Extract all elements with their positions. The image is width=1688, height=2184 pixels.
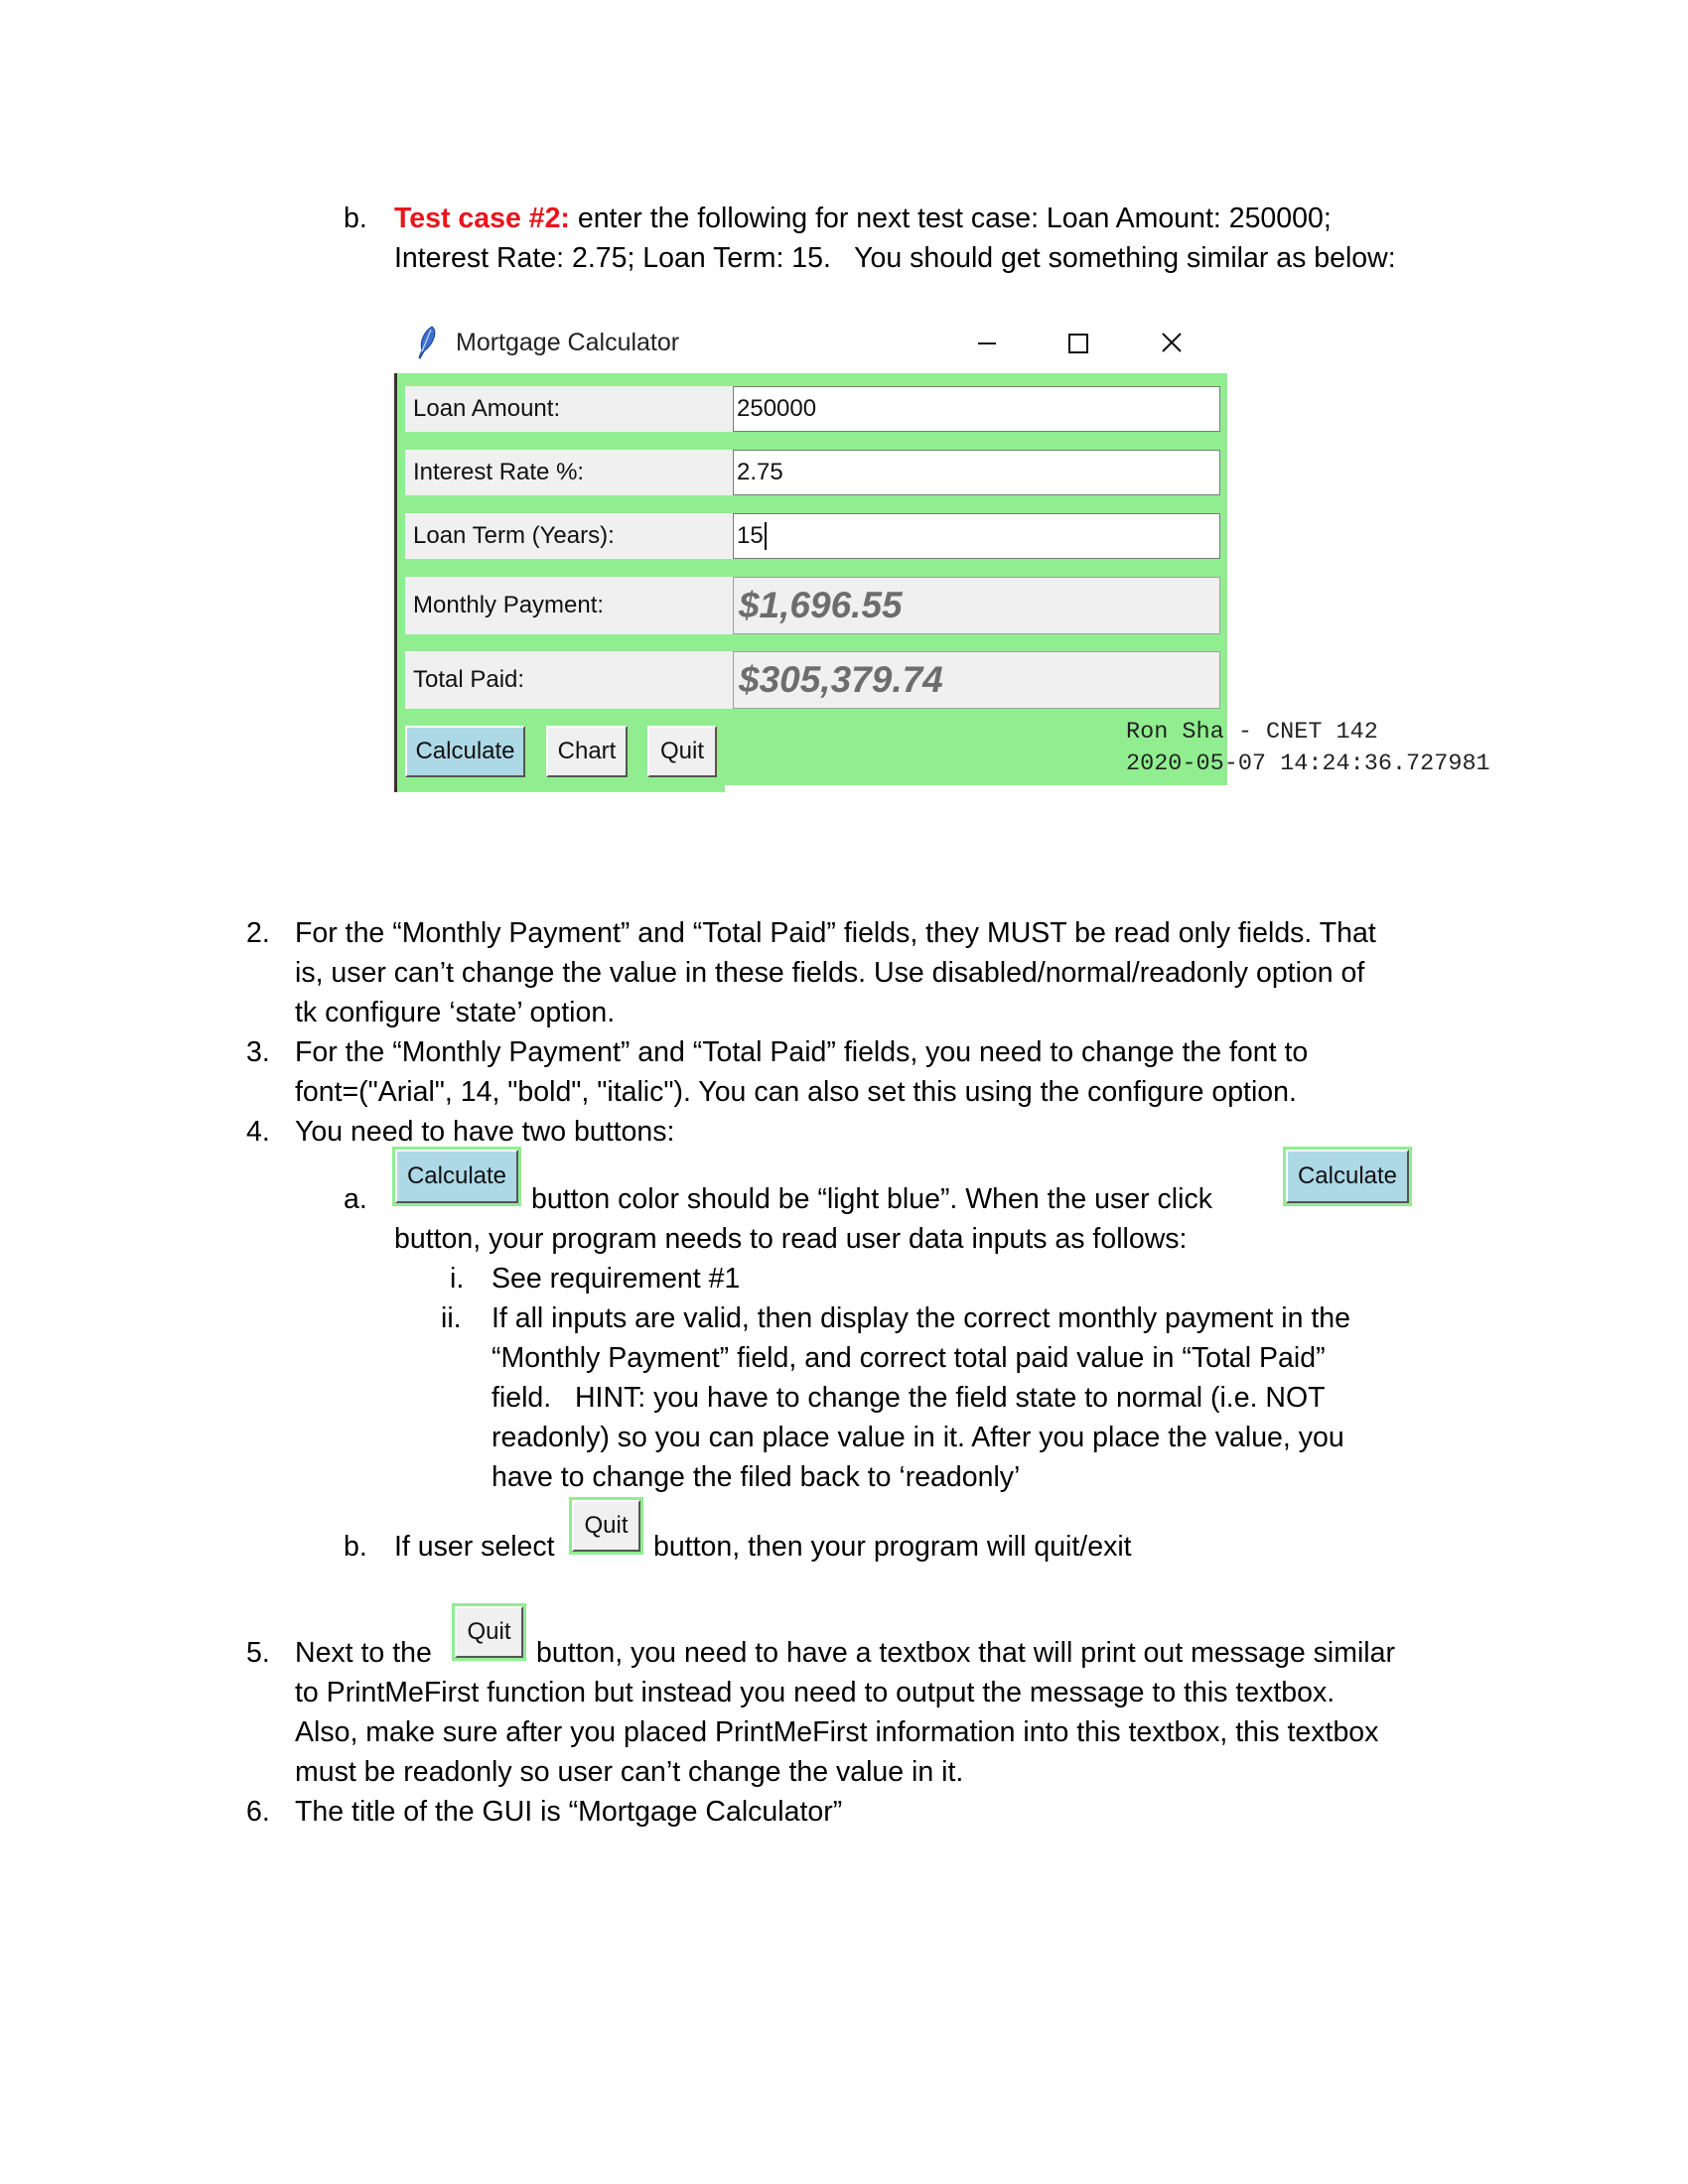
list-marker: 2. (246, 917, 270, 949)
info-line-1: Ron Sha - CNET 142 (1126, 719, 1378, 746)
item-4a-ii-line-4: readonly) so you can place value in it. After you place the value, you (492, 1422, 1344, 1453)
item-5-post: button, you need to have a textbox that will print out message similar (536, 1637, 1395, 1669)
test-case-label: Test case #2: (394, 203, 570, 234)
item-2-line-3: tk configure ‘state’ option. (295, 997, 616, 1028)
item-4-line-1: You need to have two buttons: (295, 1116, 675, 1148)
intro-text: enter the following for next test case: Loan Amount: 250000; (569, 203, 1332, 234)
list-marker: 6. (246, 1796, 270, 1828)
green-frame-bottom (397, 785, 725, 792)
interest-rate-input[interactable]: 2.75 (733, 450, 1220, 495)
item-4b-post: button, then your program will quit/exit (653, 1531, 1132, 1563)
monthly-payment-output: $1,696.55 (733, 577, 1220, 634)
list-marker: b. (344, 203, 367, 234)
item-4a-ii-line-5: have to change the filed back to ‘readonly’ (492, 1461, 1021, 1493)
item-4b-pre: If user select (394, 1531, 555, 1563)
info-line-2: 2020-05-07 14:24:36.727981 (1126, 751, 1490, 777)
list-marker: a. (344, 1183, 367, 1215)
item-5-line-4: must be readonly so user can’t change the value in it. (295, 1756, 964, 1788)
maximize-icon[interactable] (1056, 322, 1100, 363)
list-marker: i. (450, 1263, 465, 1295)
item-4a-ii-line-2: “Monthly Payment” field, and correct total paid value in “Total Paid” (492, 1342, 1326, 1374)
calculate-button[interactable]: Calculate (405, 726, 525, 777)
minimize-icon[interactable] (964, 322, 1008, 363)
loan-term-label: Loan Term (Years): (405, 513, 733, 559)
total-paid-output: $305,379.74 (733, 651, 1220, 709)
list-marker: 3. (246, 1036, 270, 1068)
item-4a-line-1: button color should be “light blue”. When the user click (531, 1183, 1212, 1215)
quit-sample-label: Quit (572, 1500, 640, 1552)
calculate-sample-label: Calculate (1286, 1150, 1409, 1203)
close-icon[interactable] (1150, 322, 1194, 363)
item-5-pre: Next to the (295, 1637, 432, 1669)
chart-button[interactable]: Chart (546, 726, 628, 777)
item-3-line-1: For the “Monthly Payment” and “Total Paid” fields, you need to change the font to (295, 1036, 1309, 1068)
list-marker: 4. (246, 1116, 270, 1148)
window-title: Mortgage Calculator (456, 329, 680, 356)
quit-button[interactable]: Quit (647, 726, 717, 777)
intro-line-2: Interest Rate: 2.75; Loan Term: 15. You should get something similar as below: (394, 242, 1396, 274)
calculate-button-sample (1283, 1147, 1412, 1206)
intro-line-1 (394, 199, 1332, 238)
loan-amount-input[interactable]: 250000 (733, 386, 1220, 432)
quit-button-sample (452, 1603, 526, 1661)
feather-icon (416, 326, 438, 359)
total-paid-label: Total Paid: (405, 651, 733, 709)
item-2-line-1: For the “Monthly Payment” and “Total Paid” fields, they MUST be read only fields. That (295, 917, 1376, 949)
loan-term-input[interactable] (733, 513, 1220, 559)
title-bar[interactable] (394, 314, 1235, 373)
list-marker: ii. (441, 1302, 462, 1334)
list-marker: b. (344, 1531, 367, 1563)
monthly-payment-label: Monthly Payment: (405, 577, 733, 634)
item-4a-ii-line-1: If all inputs are valid, then display the correct monthly payment in the (492, 1302, 1350, 1334)
text-caret (765, 522, 767, 550)
item-5-line-2: to PrintMeFirst function but instead you need to output the message to this textbox. (295, 1677, 1336, 1708)
item-4a-ii-line-3: field. HINT: you have to change the field state to normal (i.e. NOT (492, 1382, 1326, 1414)
item-4a-line-2: button, your program needs to read user data inputs as follows: (394, 1223, 1188, 1255)
calculate-button-sample (392, 1147, 521, 1206)
item-2-line-2: is, user can’t change the value in these fields. Use disabled/normal/readonly option of (295, 957, 1365, 989)
interest-rate-label: Interest Rate %: (405, 450, 733, 495)
quit-button-sample (569, 1497, 643, 1555)
loan-amount-label: Loan Amount: (405, 386, 733, 432)
item-3-line-2: font=("Arial", 14, "bold", "italic"). You can also set this using the configure option. (295, 1076, 1297, 1108)
mortgage-calculator-window (394, 314, 1490, 792)
calculate-sample-label: Calculate (395, 1150, 518, 1203)
info-textbox (1126, 717, 1490, 792)
loan-term-value: 15 (737, 522, 764, 549)
item-4a-i-line: See requirement #1 (492, 1263, 741, 1295)
quit-sample-label: Quit (455, 1606, 523, 1658)
list-marker: 5. (246, 1637, 270, 1669)
item-6-line-1: The title of the GUI is “Mortgage Calculator” (295, 1796, 843, 1828)
item-5-line-3: Also, make sure after you placed PrintMeFirst information into this textbox, this textbox (295, 1716, 1379, 1748)
